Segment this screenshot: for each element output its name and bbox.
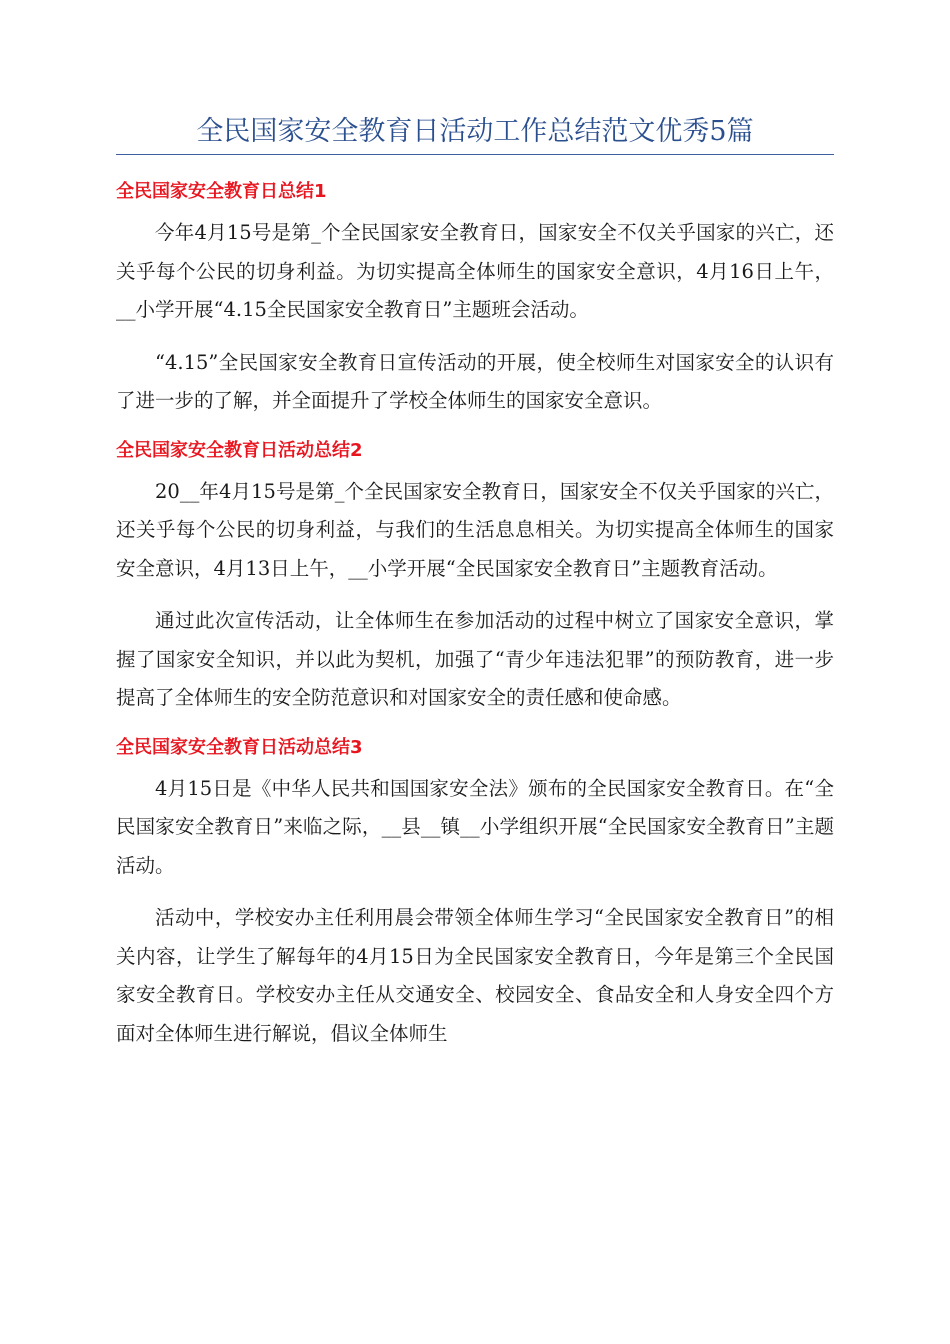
paragraph: 4月15日是《中华人民共和国国家安全法》颁布的全民国家安全教育日。在“全民国家安全教育日”来临之际，__县__镇__小学组织开展“全民国家安全教育日”主题活动。 [116, 776, 834, 877]
paragraph: 通过此次宣传活动，让全体师生在参加活动的过程中树立了国家安全意识，掌握了国家安全知识，并以此为契机，加强了“青少年违法犯罪”的预防教育，进一步提高了全体师生的安全防范意识和对国家安全的责任感和使命感。 [116, 609, 834, 709]
document-title: 全民国家安全教育日活动工作总结范文优秀5篇 [196, 116, 754, 147]
paragraph: 活动中，学校安办主任利用晨会带领全体师生学习“全民国家安全教育日”的相关内容，让学生了解每年的4月15日为全民国家安全教育日，今年是第三个全民国家安全教育日。学校安办主任从交通安全、校园安全、食品安全和人身安全四个方面对全体师生进行解说，倡议全体师生 [116, 906, 834, 1045]
section-heading: 全民国家安全教育日总结1 [116, 181, 327, 202]
paragraph: 今年4月15号是第_个全民国家安全教育日，国家安全不仅关乎国家的兴亡，还关乎每个公民的切身利益。为切实提高全体师生的国家安全意识，4月16日上午，__小学开展“4.15全民国家安全教育日”主题班会活动。 [116, 221, 834, 321]
paragraph: “4.15”全民国家安全教育日宣传活动的开展，使全校师生对国家安全的认识有了进一步的了解，并全面提升了学校全体师生的国家安全意识。 [116, 350, 834, 412]
title-underline [116, 154, 834, 155]
section-1 [116, 176, 834, 421]
paragraph: 20__年4月15号是第_个全民国家安全教育日，国家安全不仅关乎国家的兴亡，还关乎每个公民的切身利益，与我们的生活息息相关。为切实提高全体师生的国家安全意识，4月13日上午，__小学开展“全民国家安全教育日”主题教育活动。 [116, 479, 834, 580]
document-body [116, 176, 834, 1067]
section-heading: 全民国家安全教育日活动总结2 [116, 439, 363, 461]
section-3 [116, 732, 834, 1054]
section-2 [116, 435, 834, 718]
section-heading: 全民国家安全教育日活动总结3 [116, 736, 363, 758]
